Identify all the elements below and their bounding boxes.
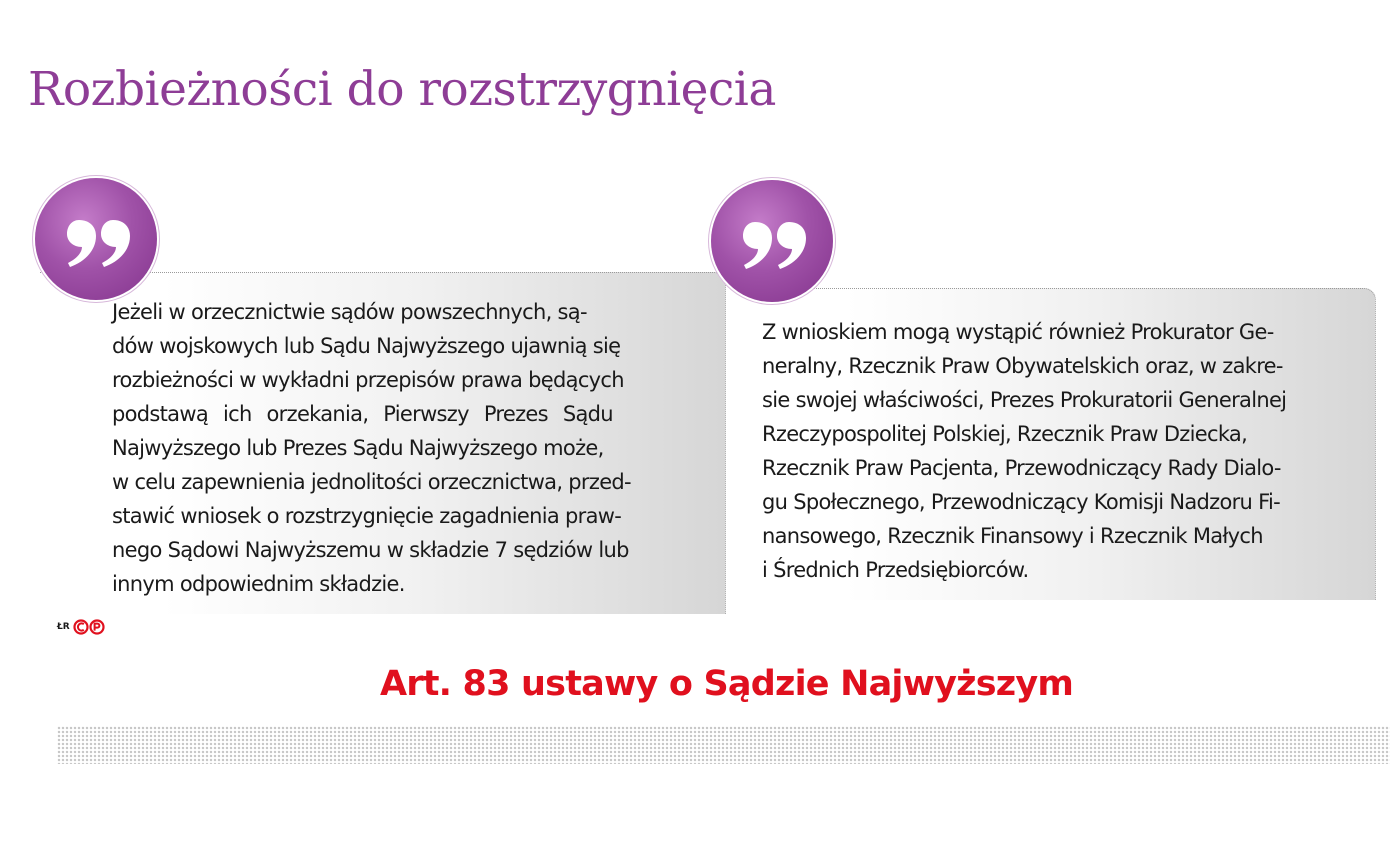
quote-line: innym odpowiednim składzie. <box>112 572 405 596</box>
quote-line: sie swojej właściwości, Prezes Prokuratorii Generalnej <box>762 388 1287 412</box>
quote-box-left <box>40 272 726 614</box>
quote-line: nego Sądowi Najwyższemu w składzie 7 sędziów lub <box>112 538 629 562</box>
quote-box-right <box>730 288 1376 600</box>
quote-text-right <box>762 315 1348 587</box>
quote-line: Rzecznik Praw Pacjenta, Przewodniczący Rady Dialo- <box>762 456 1281 480</box>
quote-line: Z wnioskiem mogą wystąpić również Prokurator Ge- <box>762 320 1274 344</box>
closing-quote-icon <box>35 178 157 300</box>
author-credit <box>57 618 107 636</box>
author-initials: ŁR <box>57 622 70 632</box>
quote-line: stawić wniosek o rozstrzygnięcie zagadnienia praw- <box>112 504 622 528</box>
quote-line: w celu zapewnienia jednolitości orzecznictwa, przed- <box>112 470 631 494</box>
closing-quote-icon <box>711 180 833 302</box>
quote-icon <box>35 178 157 300</box>
page-title: Rozbieżności do rozstrzygnięcia <box>28 62 776 117</box>
quote-line: dów wojskowych lub Sądu Najwyższego ujawnią się <box>112 334 621 358</box>
source-title: Art. 83 ustawy o Sądzie Najwyższym <box>380 664 1074 704</box>
quote-line: neralny, Rzecznik Praw Obywatelskich oraz, w zakre- <box>762 354 1283 378</box>
quote-line: gu Społecznego, Przewodniczący Komisji Nadzoru Fi- <box>762 490 1281 514</box>
dotted-divider <box>57 726 1390 764</box>
quote-line: nansowego, Rzecznik Finansowy i Rzecznik Małych <box>762 524 1263 548</box>
quote-text-left <box>112 295 700 601</box>
quote-line: podstawą ich orzekania, Pierwszy Prezes Sądu <box>112 402 613 426</box>
quote-line: Rzeczypospolitej Polskiej, Rzecznik Praw Dziecka, <box>762 422 1248 446</box>
cp-logo-icon <box>73 619 107 635</box>
quote-line: Najwyższego lub Prezes Sądu Najwyższego może, <box>112 436 604 460</box>
quote-line: i Średnich Przedsiębiorców. <box>762 558 1029 582</box>
quote-icon <box>711 180 833 302</box>
quote-line: rozbieżności w wykładni przepisów prawa będących <box>112 368 624 392</box>
quote-line: Jeżeli w orzecznictwie sądów powszechnych, są- <box>112 300 587 324</box>
